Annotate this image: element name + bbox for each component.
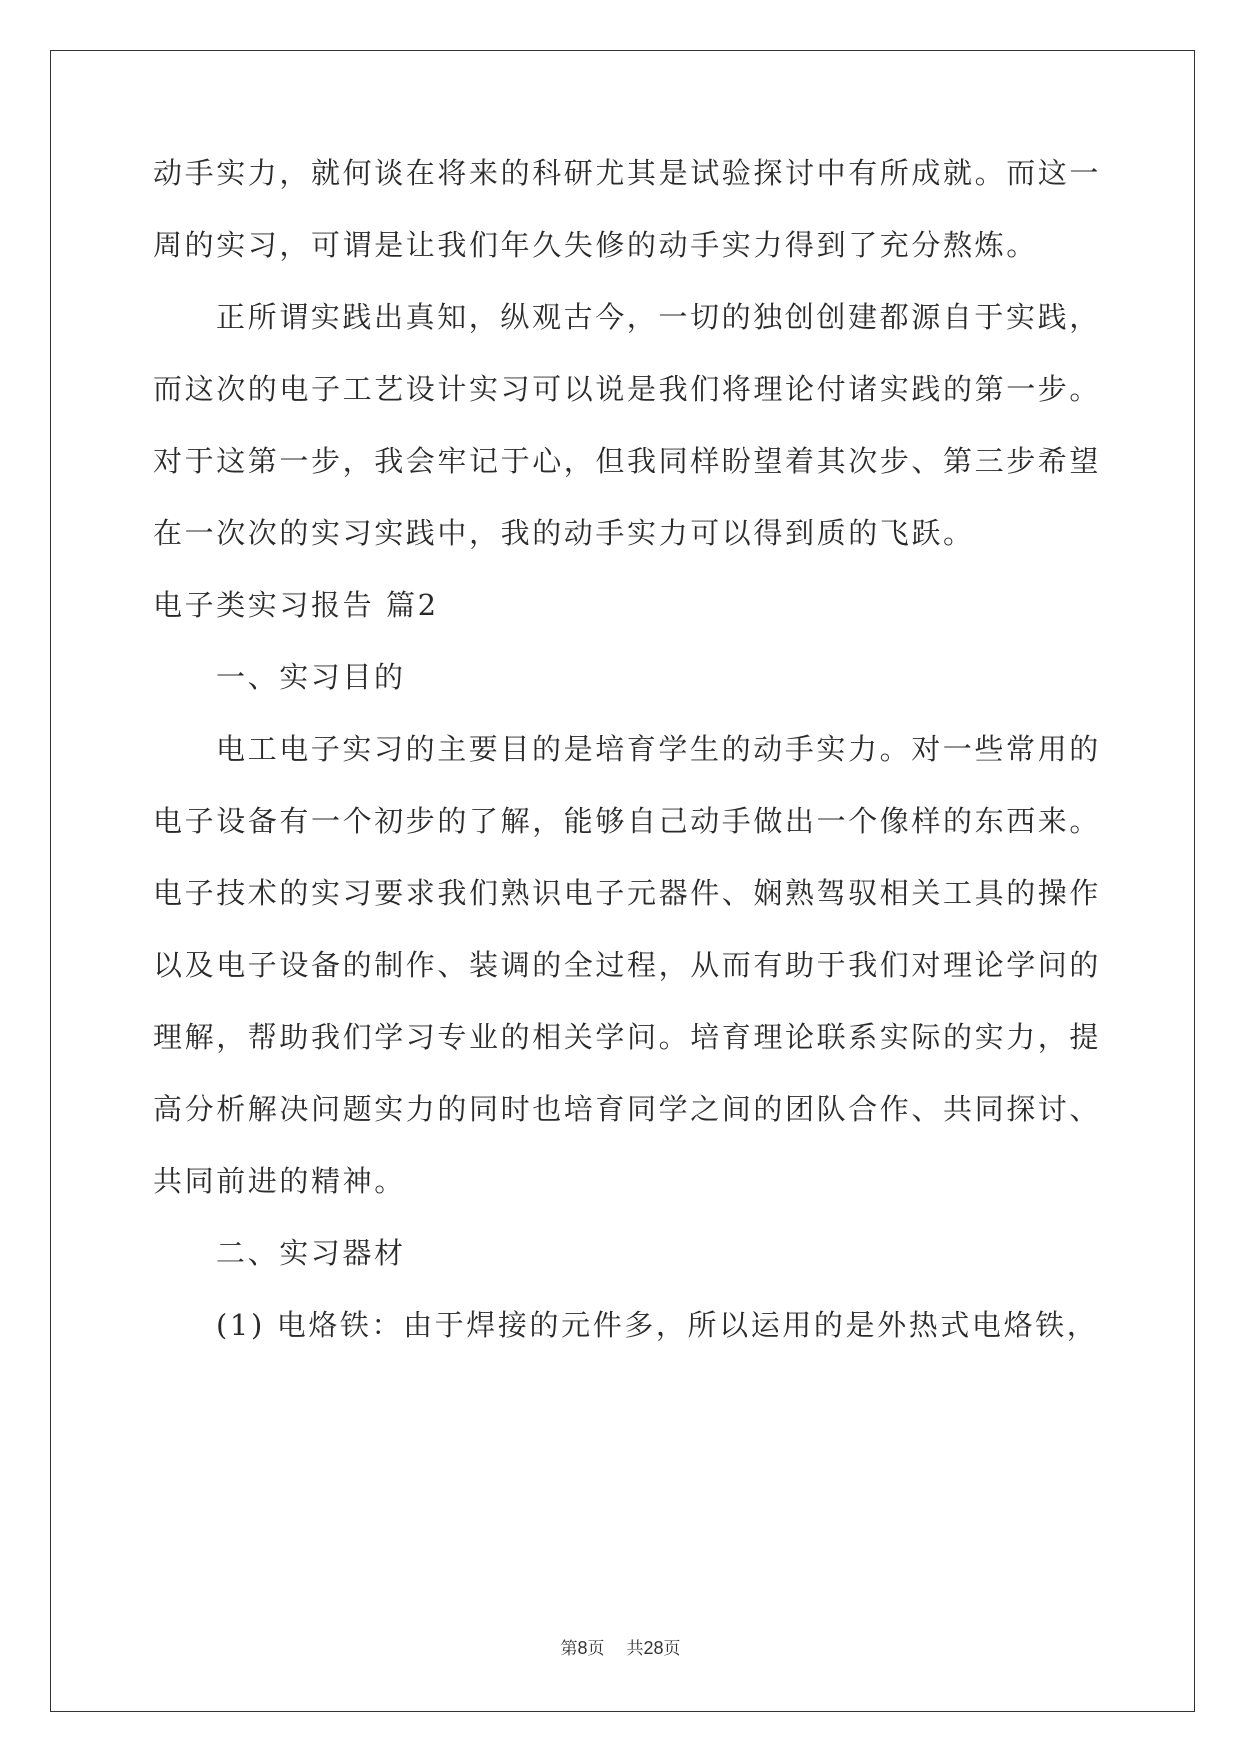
footer-total-prefix: 共 (626, 1639, 644, 1659)
text-line-12: 以及电子设备的制作、装调的全过程，从而有助于我们对理论学问的 (153, 948, 1102, 982)
text-line-9: 电工电子实习的主要目的是培育学生的动手实力。对一些常用的 (216, 732, 1101, 766)
text-line-6: 在一次次的实习实践中，我的动手实力可以得到质的飞跃。 (153, 516, 975, 550)
text-line-13: 理解，帮助我们学习专业的相关学问。培育理论联系实际的实力，提 (153, 1020, 1102, 1054)
text-line-1: 动手实力，就何谈在将来的科研尤其是试验探讨中有所成就。而这一 (153, 156, 1102, 190)
text-line-14: 高分析解决问题实力的同时也培育同学之间的团队合作、共同探讨、 (153, 1092, 1102, 1126)
text-line-15: 共同前进的精神。 (153, 1164, 406, 1198)
section-heading: 电子类实习报告 篇2 (153, 588, 439, 622)
page-footer (0, 1637, 1241, 1660)
text-line-10: 电子设备有一个初步的了解，能够自己动手做出一个像样的东西来。 (153, 804, 1102, 838)
text-line-3: 正所谓实践出真知，纵观古今，一切的独创创建都源自于实践， (216, 300, 1101, 334)
subheading-purpose: 一、实习目的 (216, 660, 406, 694)
text-line-11: 电子技术的实习要求我们熟识电子元器件、娴熟驾驭相关工具的操作 (153, 876, 1102, 910)
footer-page-suffix: 页 (587, 1639, 605, 1659)
footer-page-prefix: 第 (560, 1639, 578, 1659)
footer-total-suffix: 页 (663, 1639, 681, 1659)
footer-total-pages: 28 (643, 1638, 664, 1658)
text-line-2: 周的实习，可谓是让我们年久失修的动手实力得到了充分熬炼。 (153, 228, 1038, 262)
text-line-4: 而这次的电子工艺设计实习可以说是我们将理论付诸实践的第一步。 (153, 372, 1102, 406)
text-line-5: 对于这第一步，我会牢记于心，但我同样盼望着其次步、第三步希望 (153, 444, 1102, 478)
footer-page-number: 8 (577, 1638, 588, 1658)
text-line-17: (1) 电烙铁：由于焊接的元件多，所以运用的是外热式电烙铁， (216, 1308, 1099, 1342)
subheading-equipment: 二、实习器材 (216, 1236, 406, 1270)
